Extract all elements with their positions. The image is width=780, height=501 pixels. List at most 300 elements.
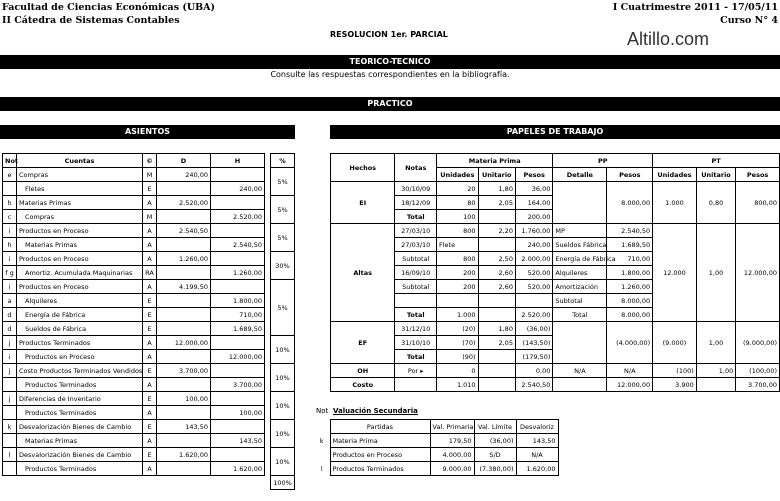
pt-unidades: Unidades xyxy=(653,168,697,182)
asiento-haber: 1.620,00 xyxy=(211,462,265,476)
asiento-note: e xyxy=(3,168,17,182)
asiento-debe xyxy=(157,182,211,196)
ei-unitario: 1,80 xyxy=(478,182,515,196)
asiento-cuenta: Desvalorización Bienes de Cambio xyxy=(17,420,143,434)
altas-pp-detalle: Amortización xyxy=(553,280,607,294)
costo-mp-pesos: 2.540,50 xyxy=(515,378,552,392)
asiento-type: A xyxy=(143,224,157,238)
altas-pesos: 520,00 xyxy=(515,280,552,294)
asiento-cuenta: Productos en Proceso xyxy=(17,280,143,294)
percent-row xyxy=(271,168,295,196)
percent-value: 10% xyxy=(271,364,295,392)
valuacion-primaria: 4.000,00 xyxy=(430,448,474,462)
costo-pt-pesos: 3.700,00 xyxy=(736,378,780,392)
ef-pt-unidades: (9.000) xyxy=(653,322,697,364)
asiento-type: E xyxy=(143,322,157,336)
costo-pt-unitario xyxy=(696,378,735,392)
asiento-row xyxy=(3,462,265,476)
asiento-row xyxy=(3,294,265,308)
altas-pp-detalle: Total xyxy=(553,308,607,322)
ef-nota: 31/12/10 xyxy=(395,322,437,336)
asiento-row xyxy=(3,434,265,448)
asiento-haber xyxy=(211,448,265,462)
altas-pt-pesos: 12.000,00 xyxy=(736,224,780,322)
desvaloriz-header: Desvaloriz xyxy=(516,420,558,434)
asiento-debe: 100,00 xyxy=(157,392,211,406)
notas-header: Notas xyxy=(395,154,437,182)
ei-unidades: 20 xyxy=(437,182,479,196)
ei-unidades: 80 xyxy=(437,196,479,210)
percent-value: 10% xyxy=(271,448,295,476)
altas-pp-pesos: 2.540,50 xyxy=(607,224,653,238)
oh-pp-pesos: N/A xyxy=(607,364,653,378)
pt-unitario: Unitario xyxy=(696,168,735,182)
asiento-note xyxy=(3,378,17,392)
asiento-type: A xyxy=(143,434,157,448)
partidas-header: Partidas xyxy=(330,420,430,434)
teorico-bar: TEORICO-TECNICO xyxy=(0,55,780,69)
asiento-cuenta: Materias Primas xyxy=(17,196,143,210)
ei-pesos: 36,00 xyxy=(515,182,552,196)
asiento-debe xyxy=(157,266,211,280)
asiento-row xyxy=(3,210,265,224)
altas-pp-pesos: 8.000,00 xyxy=(607,308,653,322)
valuacion-partida: Productos Terminados xyxy=(330,462,430,476)
asiento-haber: 1.800,00 xyxy=(211,294,265,308)
asiento-debe: 2.520,00 xyxy=(157,196,211,210)
percent-value: 30% xyxy=(271,252,295,280)
mp-pesos: Pesos xyxy=(515,168,552,182)
pp-pesos: Pesos xyxy=(607,168,653,182)
costo-mp-unidades: 1.010 xyxy=(437,378,479,392)
ei-pp-pesos: 8.000,00 xyxy=(607,182,653,224)
asiento-cuenta: Compras xyxy=(17,168,143,182)
altas-nota: 16/09/10 xyxy=(395,266,437,280)
asiento-note xyxy=(3,434,17,448)
altas-nota: Total xyxy=(395,308,437,322)
oh-pt-unitario: 1,00 xyxy=(696,364,735,378)
ei-pesos: 200,00 xyxy=(515,210,552,224)
altas-nota: 27/03/10 xyxy=(395,238,437,252)
percent-row xyxy=(271,420,295,448)
asiento-note: j xyxy=(3,336,17,350)
asiento-row xyxy=(3,322,265,336)
altas-pp-detalle: Energía de Fábrica xyxy=(553,252,607,266)
asiento-type: E xyxy=(143,420,157,434)
costo-row xyxy=(331,378,780,392)
asiento-note xyxy=(3,406,17,420)
altas-pt-unitario: 1,00 xyxy=(696,224,735,322)
asiento-haber: 3.700,00 xyxy=(211,378,265,392)
asiento-debe xyxy=(157,434,211,448)
asiento-cuenta: Productos Terminados xyxy=(17,406,143,420)
valuacion-note: k xyxy=(319,436,324,445)
asiento-haber xyxy=(211,364,265,378)
altas-unitario: 2,20 xyxy=(478,224,515,238)
altas-unitario xyxy=(478,308,515,322)
percent-row xyxy=(271,224,295,252)
brand-logo: Altillo.com xyxy=(627,29,710,49)
valuacion-limite: S/D xyxy=(474,448,516,462)
asientos-table xyxy=(2,153,265,476)
altas-pesos: 2.000,00 xyxy=(515,252,552,266)
asiento-type: A xyxy=(143,406,157,420)
papeles-table xyxy=(330,153,780,392)
asiento-type: A xyxy=(143,462,157,476)
asiento-cuenta: Productos en Proceso xyxy=(17,350,143,364)
asiento-row xyxy=(3,238,265,252)
asiento-row xyxy=(3,350,265,364)
ei-pesos: 164,00 xyxy=(515,196,552,210)
altas-pesos: 2.520,00 xyxy=(515,308,552,322)
course-number: Curso N° 4 xyxy=(720,15,778,26)
asiento-note: i xyxy=(3,224,17,238)
pp-detalle: Detalle xyxy=(553,168,607,182)
costo-pt-unidades: 3.900 xyxy=(653,378,697,392)
university-name: Facultad de Ciencias Económicas (UBA) xyxy=(2,2,216,13)
percent-value: 5% xyxy=(271,196,295,224)
altas-unitario: 2,50 xyxy=(478,252,515,266)
mp-unidades: Unidades xyxy=(437,168,479,182)
term-date: I Cuatrimestre 2011 - 17/05/11 xyxy=(612,2,778,13)
asiento-row xyxy=(3,378,265,392)
altas-pt-unidades: 12.000 xyxy=(653,224,697,322)
asiento-type: E xyxy=(143,308,157,322)
altas-pesos: 240,00 xyxy=(515,238,552,252)
asiento-row xyxy=(3,266,265,280)
asiento-row xyxy=(3,364,265,378)
asiento-cuenta: Fletes xyxy=(17,182,143,196)
valuacion-row xyxy=(314,462,558,476)
asiento-haber: 143,50 xyxy=(211,434,265,448)
oh-pt-pesos: (100,00) xyxy=(736,364,780,378)
asiento-cuenta: Productos Terminados xyxy=(17,462,143,476)
ei-pt-unidades: 1.000 xyxy=(653,182,697,224)
asiento-cuenta: Productos Terminados xyxy=(17,336,143,350)
asiento-debe: 4.199,50 xyxy=(157,280,211,294)
ef-unidades: (20) xyxy=(437,322,479,336)
asiento-cuenta: Amortiz. Acumulada Maquinarias xyxy=(17,266,143,280)
percent-row xyxy=(271,336,295,364)
percent-row xyxy=(271,448,295,476)
ef-pesos: (36,00) xyxy=(515,322,552,336)
asiento-type: E xyxy=(143,182,157,196)
asiento-note: k xyxy=(3,420,17,434)
asiento-row xyxy=(3,196,265,210)
altas-unidades: 800 xyxy=(437,252,479,266)
asiento-debe: 240,00 xyxy=(157,168,211,182)
altas-unitario xyxy=(478,238,515,252)
costo-mp-unitario xyxy=(478,378,515,392)
asiento-haber: 2.540,50 xyxy=(211,238,265,252)
ef-unidades: (70) xyxy=(437,336,479,350)
percent-row xyxy=(271,364,295,392)
pt-header: PT xyxy=(653,154,780,168)
ef-unitario xyxy=(478,350,515,364)
asiento-haber xyxy=(211,392,265,406)
teorico-note: Consulte las respuestas correspondientes en la bibliografía. xyxy=(270,70,510,79)
oh-mp-unidades: 0 xyxy=(437,364,479,378)
valuacion-row xyxy=(314,434,558,448)
asiento-type: E xyxy=(143,294,157,308)
asiento-type: A xyxy=(143,196,157,210)
costo-label: Costo xyxy=(331,378,395,392)
valuacion-desvaloriz: N/A xyxy=(516,448,558,462)
altas-row xyxy=(331,224,780,238)
ei-unidades: 100 xyxy=(437,210,479,224)
valuacion-note: l xyxy=(320,464,323,473)
asiento-debe: 2.540,50 xyxy=(157,224,211,238)
asiento-type: A xyxy=(143,378,157,392)
asiento-row xyxy=(3,448,265,462)
altas-unidades: 1.000 xyxy=(437,308,479,322)
altas-label: Altas xyxy=(331,224,395,322)
percent-total-row xyxy=(271,476,295,490)
ei-pp-detalle xyxy=(553,182,607,224)
valuacion-row xyxy=(314,448,558,462)
asiento-type: E xyxy=(143,448,157,462)
asiento-row xyxy=(3,168,265,182)
asiento-haber: 1.689,50 xyxy=(211,322,265,336)
valuacion-partida: Productos en Proceso xyxy=(330,448,430,462)
ef-pt-pesos: (9.000,00) xyxy=(736,322,780,364)
percent-total: 100% xyxy=(271,476,295,490)
asiento-debe: 143,50 xyxy=(157,420,211,434)
col-copyright: © xyxy=(143,154,157,168)
altas-pp-pesos: 710,00 xyxy=(607,252,653,266)
asiento-haber: 710,00 xyxy=(211,308,265,322)
percent-value: 5% xyxy=(271,280,295,336)
asiento-type: M xyxy=(143,168,157,182)
mp-unitario: Unitario xyxy=(478,168,515,182)
asiento-type: A xyxy=(143,280,157,294)
asiento-haber: 12.000,00 xyxy=(211,350,265,364)
asiento-type: E xyxy=(143,364,157,378)
valuacion-desvaloriz: 143,50 xyxy=(516,434,558,448)
valuacion-desvaloriz: 1.620,00 xyxy=(516,462,558,476)
asiento-debe xyxy=(157,210,211,224)
asiento-type: RA xyxy=(143,266,157,280)
asiento-note: j xyxy=(3,392,17,406)
asiento-haber xyxy=(211,196,265,210)
ei-pt-pesos: 800,00 xyxy=(736,182,780,224)
asiento-haber xyxy=(211,168,265,182)
practico-bar: PRACTICO xyxy=(0,97,780,111)
asiento-debe xyxy=(157,238,211,252)
asiento-row xyxy=(3,308,265,322)
ef-pesos: (143,50) xyxy=(515,336,552,350)
asiento-row xyxy=(3,420,265,434)
percent-value: 10% xyxy=(271,420,295,448)
ef-nota: Total xyxy=(395,350,437,364)
oh-nota: Por ▸ xyxy=(395,364,437,378)
oh-mp-unitario xyxy=(478,364,515,378)
pt-pesos: Pesos xyxy=(736,168,780,182)
altas-unidades xyxy=(437,294,479,308)
asiento-debe: 3.700,00 xyxy=(157,364,211,378)
altas-pp-detalle: Sueldos Fábrica xyxy=(553,238,607,252)
asiento-row xyxy=(3,406,265,420)
asiento-note: d xyxy=(3,322,17,336)
ei-label: EI xyxy=(331,182,395,224)
ef-nota: 31/10/10 xyxy=(395,336,437,350)
asiento-cuenta: Productos en Proceso xyxy=(17,224,143,238)
asiento-cuenta: Compras xyxy=(17,210,143,224)
altas-nota: Subtotal xyxy=(395,252,437,266)
percent-value: 10% xyxy=(271,336,295,364)
col-not: Not xyxy=(3,154,17,168)
asiento-debe: 1.260,00 xyxy=(157,252,211,266)
asiento-cuenta: Productos en Proceso xyxy=(17,252,143,266)
ef-unitario: 1,80 xyxy=(478,322,515,336)
altas-unitario xyxy=(478,294,515,308)
altas-pp-pesos: 8.000,00 xyxy=(607,294,653,308)
percent-row xyxy=(271,280,295,336)
altas-nota: Subtotal xyxy=(395,280,437,294)
asiento-note: i xyxy=(3,280,17,294)
oh-pt-unidades: (100) xyxy=(653,364,697,378)
asiento-haber xyxy=(211,224,265,238)
val-primaria-header: Val. Primaria xyxy=(430,420,474,434)
col-debe: D xyxy=(157,154,211,168)
ef-pp-pesos: (4.000,00) xyxy=(607,322,653,364)
asiento-cuenta: Materias Primas xyxy=(17,238,143,252)
asiento-note: f g xyxy=(3,266,17,280)
altas-pp-detalle: MP xyxy=(553,224,607,238)
costo-pp-detalle xyxy=(553,378,607,392)
hechos-header: Hechos xyxy=(331,154,395,182)
altas-pp-detalle: Subtotal xyxy=(553,294,607,308)
oh-mp-pesos: 0,00 xyxy=(515,364,552,378)
oh-pp-detalle: N/A xyxy=(553,364,607,378)
altas-unidades: 800 xyxy=(437,224,479,238)
altas-unidades: 200 xyxy=(437,266,479,280)
altas-unitario: 2,60 xyxy=(478,280,515,294)
asiento-note xyxy=(3,182,17,196)
asiento-debe xyxy=(157,406,211,420)
percent-value: 5% xyxy=(271,168,295,196)
altas-pp-pesos: 1.260,00 xyxy=(607,280,653,294)
costo-pp-pesos: 12.000,00 xyxy=(607,378,653,392)
valuacion-note xyxy=(314,448,330,462)
asiento-note: h xyxy=(3,196,17,210)
asiento-debe xyxy=(157,308,211,322)
asiento-note: a xyxy=(3,294,17,308)
percent-header: % xyxy=(271,154,295,168)
ei-unitario xyxy=(478,210,515,224)
ef-unitario: 2,05 xyxy=(478,336,515,350)
asiento-row xyxy=(3,252,265,266)
valuacion-partida: Materia Prima xyxy=(330,434,430,448)
asiento-row xyxy=(3,182,265,196)
asiento-debe xyxy=(157,378,211,392)
ei-pt-unitario: 0,80 xyxy=(696,182,735,224)
asiento-type: A xyxy=(143,252,157,266)
col-cuentas: Cuentas xyxy=(17,154,143,168)
ei-nota: 18/12/09 xyxy=(395,196,437,210)
asiento-note: d xyxy=(3,308,17,322)
ef-pp-detalle xyxy=(553,322,607,364)
ef-row xyxy=(331,322,780,336)
asiento-debe: 1.620,00 xyxy=(157,448,211,462)
asiento-cuenta: Diferencias de Inventario xyxy=(17,392,143,406)
valuacion-not-label: Not xyxy=(316,407,329,415)
asiento-type: E xyxy=(143,392,157,406)
asiento-debe xyxy=(157,462,211,476)
page-title: RESOLUCION 1er. PARCIAL xyxy=(330,30,448,39)
oh-row xyxy=(331,364,780,378)
percent-value: 10% xyxy=(271,392,295,420)
asiento-haber: 1.260,00 xyxy=(211,266,265,280)
altas-pesos: 520,00 xyxy=(515,266,552,280)
asiento-note: j xyxy=(3,364,17,378)
asiento-row xyxy=(3,392,265,406)
asiento-note: i xyxy=(3,252,17,266)
asiento-row xyxy=(3,280,265,294)
ef-pt-unitario: 1,00 xyxy=(696,322,735,364)
valuacion-primaria: 9.000,00 xyxy=(430,462,474,476)
altas-pp-detalle: Alquileres xyxy=(553,266,607,280)
altas-unitario: 2,60 xyxy=(478,266,515,280)
asiento-note: i xyxy=(3,350,17,364)
val-limite-header: Val. Límite xyxy=(474,420,516,434)
altas-pp-pesos: 1.689,50 xyxy=(607,238,653,252)
ei-row xyxy=(331,182,780,196)
asiento-type: M xyxy=(143,210,157,224)
valuacion-limite: (36,00) xyxy=(474,434,516,448)
asiento-type: A xyxy=(143,238,157,252)
asiento-haber xyxy=(211,280,265,294)
percent-value: 5% xyxy=(271,224,295,252)
asiento-debe xyxy=(157,350,211,364)
asiento-debe: 12.000,00 xyxy=(157,336,211,350)
valuacion-table xyxy=(314,419,559,476)
valuacion-limite: (7.380,00) xyxy=(474,462,516,476)
asiento-cuenta: Productos Terminados xyxy=(17,378,143,392)
mp-header: Materia Prima xyxy=(437,154,553,168)
asiento-haber xyxy=(211,252,265,266)
ef-unidades: (90) xyxy=(437,350,479,364)
asiento-haber xyxy=(211,420,265,434)
percent-table xyxy=(270,153,295,490)
asiento-haber xyxy=(211,336,265,350)
asiento-haber: 100,00 xyxy=(211,406,265,420)
asiento-cuenta: Alquileres xyxy=(17,294,143,308)
asiento-debe xyxy=(157,294,211,308)
asiento-note xyxy=(3,462,17,476)
altas-unidades: Flete xyxy=(437,238,479,252)
oh-label: OH xyxy=(331,364,395,378)
asiento-cuenta: Materias Primas xyxy=(17,434,143,448)
asiento-haber: 240,00 xyxy=(211,182,265,196)
asiento-type: A xyxy=(143,350,157,364)
altas-unidades: 200 xyxy=(437,280,479,294)
col-haber: H xyxy=(211,154,265,168)
ei-nota: Total xyxy=(395,210,437,224)
altas-pesos: 1.760,00 xyxy=(515,224,552,238)
valuacion-note-col xyxy=(314,420,330,434)
valuacion-primaria: 179,50 xyxy=(430,434,474,448)
altas-nota: 27/03/10 xyxy=(395,224,437,238)
asiento-row xyxy=(3,224,265,238)
asientos-bar: ASIENTOS xyxy=(0,125,295,139)
ei-unitario: 2,05 xyxy=(478,196,515,210)
pp-header: PP xyxy=(553,154,653,168)
asiento-cuenta: Sueldos de Fábrica xyxy=(17,322,143,336)
percent-row xyxy=(271,196,295,224)
altas-nota xyxy=(395,294,437,308)
asiento-haber: 2.520,00 xyxy=(211,210,265,224)
